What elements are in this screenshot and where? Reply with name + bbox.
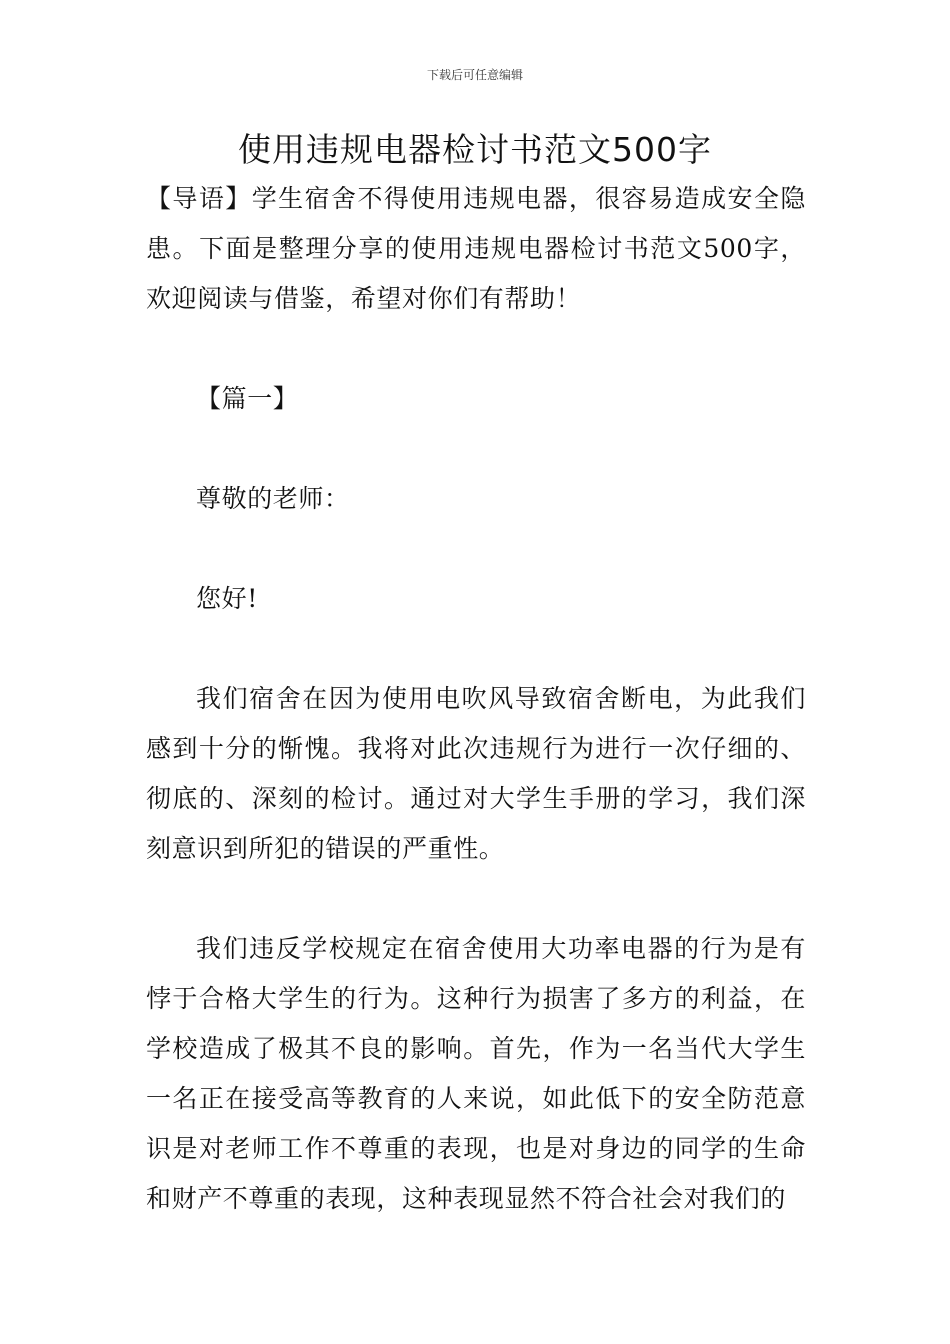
document-body <box>146 174 806 1224</box>
header-note: 下载后可任意编辑 <box>426 68 523 82</box>
body-paragraph-2: 我们违反学校规定在宿舍使用大功率电器的行为是有悖于合格大学生的行为。这种行为损害了多方的利益，在学校造成了极其不良的影响。首先，作为一名当代大学生一名正在接受高等教育的人来说，如此低下的安全防范意识是对老师工作不尊重的表现，也是对身边的同学的生命和财产不尊重的表现，这种表现显然不符合社会对我们的 <box>146 934 806 1213</box>
intro-paragraph: 【导语】学生宿舍不得使用违规电器，很容易造成安全隐患。下面是整理分享的使用违规电器检讨书范文500字，欢迎阅读与借鉴，希望对你们有帮助！ <box>146 184 806 313</box>
salutation: 您好! <box>196 584 258 613</box>
document-title: 使用违规电器检讨书范文500字 <box>238 130 712 169</box>
greeting: 尊敬的老师： <box>196 484 350 513</box>
section-label: 【篇一】 <box>196 384 299 413</box>
body-paragraph-1: 我们宿舍在因为使用电吹风导致宿舍断电，为此我们感到十分的惭愧。我将对此次违规行为进行一次仔细的、彻底的、深刻的检讨。通过对大学生手册的学习，我们深刻意识到所犯的错误的严重性。 <box>146 684 806 863</box>
